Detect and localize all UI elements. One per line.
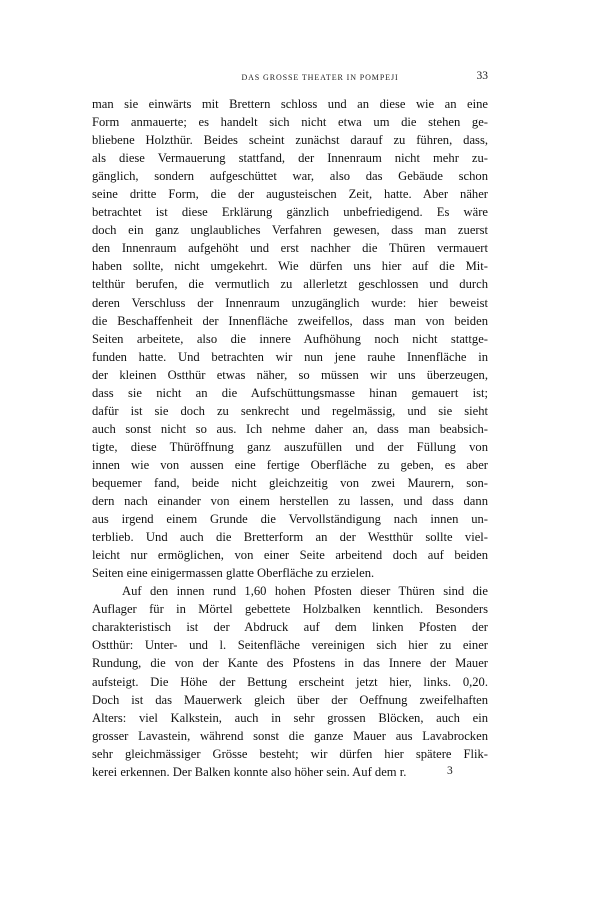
text-line: Seiten arbeitete, also die innere Aufhöhung noch nicht stattge- xyxy=(92,331,488,346)
text-line: gänglich, sondern aufgeschüttet war, also das Gebäude schon xyxy=(92,169,488,184)
text-line: charakteristisch ist der Abdruck auf dem linken Pfosten der xyxy=(92,620,488,635)
text-line: doch ein ganz unglaubliches Verfahren gewesen, dass man zuerst xyxy=(92,223,488,238)
text-line: terblieb. Und auch die Bretterform an der Westthür sollte viel- xyxy=(92,530,488,545)
text-line: Form anmauerte; es handelt sich nicht etwa um die stehen ge- xyxy=(92,115,488,130)
text-line: Seiten eine einigermassen glatte Oberfläche zu erzielen. xyxy=(92,566,375,581)
text-line: Auf den innen rund 1,60 hohen Pfosten dieser Thüren sind die xyxy=(122,584,488,599)
text-line: den Innenraum aufgehöht und erst nachher die Thüren vermauert xyxy=(92,241,488,256)
signature-mark: 3 xyxy=(447,765,453,777)
text-line: bequemer fand, beide nicht gleichzeitig von zwei Maurern, son- xyxy=(92,475,488,490)
text-line: bliebene Holzthür. Beides scheint zunächst darauf zu führen, dass, xyxy=(92,133,488,148)
paragraph xyxy=(92,95,488,582)
text-line: man sie einwärts mit Brettern schloss und an diese wie an eine xyxy=(92,97,488,111)
text-line: Ostthür: Unter- und l. Seitenfläche vereinigen sich hier zu einer xyxy=(92,638,488,653)
text-line: kerei erkennen. Der Balken konnte also höher sein. Auf dem r. xyxy=(92,764,407,779)
text-line: betrachtet ist diese Erklärung gänzlich unbefriedigend. Es wäre xyxy=(92,205,488,220)
text-line: leicht nur ermöglichen, von einer Seite arbeitend doch auf beiden xyxy=(92,548,488,563)
text-line: dern nach einander von einem herstellen zu lassen, und dass dann xyxy=(92,494,488,509)
text-line: dass sie nicht an die Aufschüttungsmasse hinan gemauert ist; xyxy=(92,385,488,400)
text-line: haben sollte, nicht umgekehrt. Wie dürfen uns hier auf die Mit- xyxy=(92,259,488,274)
text-line: aus irgend einem Grunde die Vervollständigung nach innen un- xyxy=(92,512,488,527)
text-line: sehr gleichmässiger Grösse besteht; wir dürfen hier spätere Flik- xyxy=(92,746,488,761)
paragraph xyxy=(92,582,488,781)
text-line: deren Verschluss der Innenraum unzugänglich wurde: hier beweist xyxy=(92,295,488,310)
text-line: auch sonst nicht so aus. Ich nehme daher an, dass man beabsich- xyxy=(92,421,488,436)
text-line: Auflager für in Mörtel gebettete Holzbalken kenntlich. Besonders xyxy=(92,602,488,617)
text-line: als diese Vermauerung stattfand, der Innenraum nicht mehr zu- xyxy=(92,151,488,166)
text-line: aufsteigt. Die Höhe der Bettung erscheint jetzt hier, links. 0,20. xyxy=(92,674,488,689)
text-line: telthür berufen, die vermutlich zu allerletzt geschlossen und durch xyxy=(92,277,488,292)
running-head xyxy=(92,70,488,82)
running-head-title: DAS GROSSE THEATER IN POMPEJI xyxy=(241,73,399,82)
text-line: tigte, diese Thüröffnung ganz auszufüllen und der Füllung von xyxy=(92,439,488,454)
text-line: Rundung, die von der Kante des Pfostens in das Innere der Mauer xyxy=(92,656,488,671)
text-line: der kleinen Ostthür etwas näher, so müssen wir uns überzeugen, xyxy=(92,367,488,382)
text-line: seine dritte Form, die der augusteischen Zeit, hatte. Aber näher xyxy=(92,187,488,202)
text-line: funden hatte. Und betrachten wir nun jene rauhe Innenfläche in xyxy=(92,349,488,364)
body-text xyxy=(92,95,488,781)
text-line: dafür ist sie doch zu senkrecht und regelmässig, und sie sieht xyxy=(92,403,488,418)
text-line: innen wie von aussen eine fertige Oberfläche zu geben, es aber xyxy=(92,457,488,472)
text-line: grosser Lavastein, während sonst die ganze Mauer aus Lavabrocken xyxy=(92,728,488,743)
text-line: Alters: viel Kalkstein, auch in sehr grossen Blöcken, auch ein xyxy=(92,710,488,725)
text-line: Doch ist das Mauerwerk gleich über der Oeffnung zweifelhaften xyxy=(92,692,488,707)
page-number: 33 xyxy=(476,70,488,82)
text-line: die Beschaffenheit der Innenfläche zweifellos, dass man von beiden xyxy=(92,313,488,328)
